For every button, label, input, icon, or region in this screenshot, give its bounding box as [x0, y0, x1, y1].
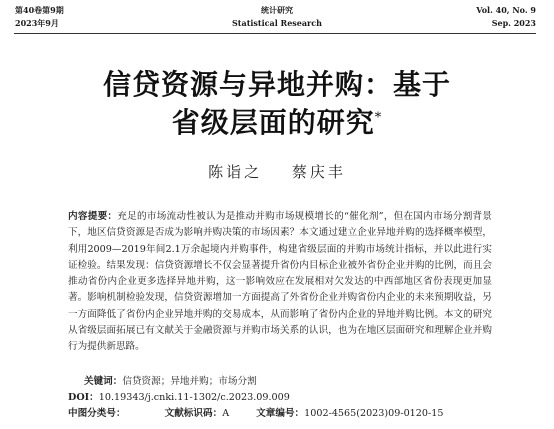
journal-name-header [0, 4, 554, 30]
article-number-value: 1002-4565(2023)09-0120-15 [304, 408, 444, 419]
title-line-1: 信贷资源与异地并购：基于 [102, 68, 451, 101]
document-code-value: A [222, 408, 230, 419]
volume-issue: 第40卷第9期 [15, 5, 64, 15]
title-line-2-text: 省级层面的研究 [171, 106, 375, 139]
abstract-label: 内容提要： [68, 211, 118, 222]
journal-name-en: Statistical Research [232, 18, 322, 28]
keywords-text: 信贷资源；异地并购；市场分割 [122, 376, 257, 387]
issue-date-en: Sep. 2023 [491, 18, 536, 28]
doi-label: DOI： [68, 392, 99, 403]
document-code-label: 文献标识码： [164, 408, 223, 419]
article-number-label: 文章编号： [256, 408, 305, 419]
author-list [0, 161, 554, 182]
author-name: 蔡庆丰 [291, 163, 346, 181]
doi-value: 10.19343/j.cnki.11-1302/c.2023.09.009 [98, 392, 290, 403]
author-name: 陈诣之 [208, 163, 263, 181]
keywords-label: 关键词： [84, 376, 123, 387]
abstract-text: 充足的市场流动性被认为是推动并购市场规模增长的“催化剂”，但在国内市场分割背景下，地区信贷资源是否成为影响并购决策的市场因素？本文通过建立企业异地并购的选择概率模型，利用2009—2019年间2.1万余起境内并购事件，构建省级层面的并购市场统计指标，并以此进行实证检验。结果发现：信贷资源增长不仅会显著提升省份内目标企业被外省份企业并购的比例，而且会推动省份内企业更多选择异地并购，这一影响效应在发展相对欠发达的中西部地区省份表现更加显著。影响机制检验发现，信贷资源增加一方面提高了外省份企业并购省份内企业的未来预期收益，另一方面降低了省份内企业异地并购的交易成本，从而影响了省份内企业的异地并购比例。本文的研究从省级层面拓展已有文献关于金融资源与并购市场关系的认识，也为在地区层面研究和理解企业并购行为提供新思路。 [68, 211, 492, 353]
issue-date: 2023年9月 [15, 18, 59, 28]
volume-issue-en: Vol. 40, No. 9 [476, 5, 536, 15]
clc-label: 中图分类号： [68, 408, 126, 419]
abstract [68, 209, 492, 356]
title-footnote-mark: * [374, 110, 383, 126]
classification-line [68, 407, 492, 421]
paper-title [0, 66, 554, 142]
keywords [84, 375, 508, 389]
title-line-2 [0, 104, 554, 142]
doi [68, 391, 492, 405]
header-rule [14, 33, 536, 34]
journal-issue-header-en [476, 4, 536, 30]
journal-name-zh: 统计研究 [261, 5, 293, 15]
